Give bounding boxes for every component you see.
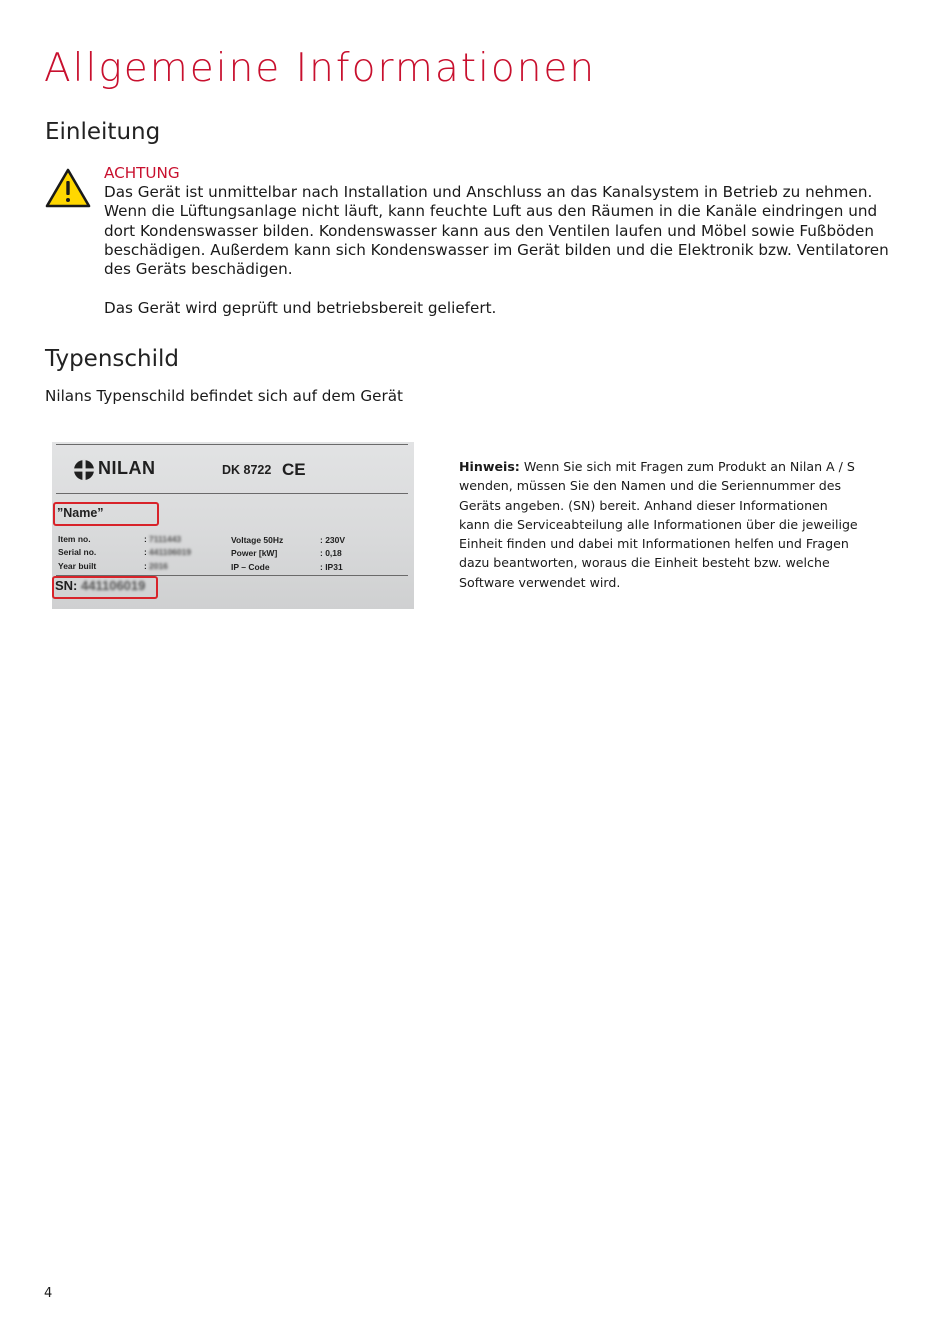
section-heading-introduction: Einleitung <box>45 119 161 145</box>
warning-text: Das Gerät ist unmittelbar nach Installation und Anschluss an das Kanalsystem in Betrieb zu nehmen. Wenn die Lüftungsanlage nicht läuft, kann feuchte Luft aus den Räumen in die Kanäle eindringen und dort Kondenswasser bilden. Kondenswasser kann aus den Ventilen laufen und Möbel sowie Fußböden beschädigen. Außerdem kann sich Kondenswasser im Gerät bilden und die Elektronik bzw. Ventilatoren des Geräts beschädigen. <box>104 183 889 279</box>
plate-model: DK 8722 <box>222 463 272 477</box>
rating-plate-image <box>52 442 414 609</box>
nilan-logo-icon <box>73 459 95 481</box>
year-built-value: 2016 <box>149 561 168 571</box>
power-value: : 0,18 <box>320 548 342 558</box>
note-text: Wenn Sie sich mit Fragen zum Produkt an Nilan A / S wenden, müssen Sie den Namen und die Seriennummer des Geräts angeben. (SN) bereit. Anhand dieser Informationen kann die Serviceabteilung alle Informationen über die jeweilige Einheit finden und dabei mit Informationen helfen und Fragen dazu beantworten, woraus die Einheit besteht bzw. welche Software verwendet wird. <box>459 459 858 590</box>
power-label: Power [kW] <box>231 548 278 558</box>
serial-no-colon: : <box>144 547 147 557</box>
serial-no-value: 441106019 <box>149 547 192 557</box>
section-heading-rating-plate: Typenschild <box>45 346 179 372</box>
plate-brand: NILAN <box>98 458 156 478</box>
sn-value: 441106019 <box>81 578 146 593</box>
sn-label: SN: <box>55 578 78 593</box>
warning-block <box>104 164 894 279</box>
rating-plate-intro: Nilans Typenschild befindet sich auf dem Gerät <box>45 387 403 405</box>
ip-code-value: : IP31 <box>320 562 343 572</box>
year-built-label: Year built <box>58 561 97 571</box>
serial-no-label: Serial no. <box>58 547 97 557</box>
item-no-value: 7111443 <box>149 534 182 544</box>
voltage-label: Voltage 50Hz <box>231 535 284 545</box>
plate-sn <box>55 578 145 593</box>
service-note <box>459 457 859 592</box>
page-number: 4 <box>44 1286 53 1301</box>
ip-code-label: IP – Code <box>231 562 270 572</box>
plate-name: ”Name” <box>57 506 104 520</box>
page-title: Allgemeine Informationen <box>44 46 597 91</box>
item-no-colon: : <box>144 534 147 544</box>
warning-triangle-icon <box>45 168 91 208</box>
year-built-colon: : <box>144 561 147 571</box>
delivery-note: Das Gerät wird geprüft und betriebsbereit geliefert. <box>104 299 497 317</box>
ce-mark: CE <box>282 460 306 479</box>
item-no-label: Item no. <box>58 534 91 544</box>
note-label: Hinweis: <box>459 459 520 474</box>
warning-label: ACHTUNG <box>104 164 180 182</box>
voltage-value: : 230V <box>320 535 346 545</box>
